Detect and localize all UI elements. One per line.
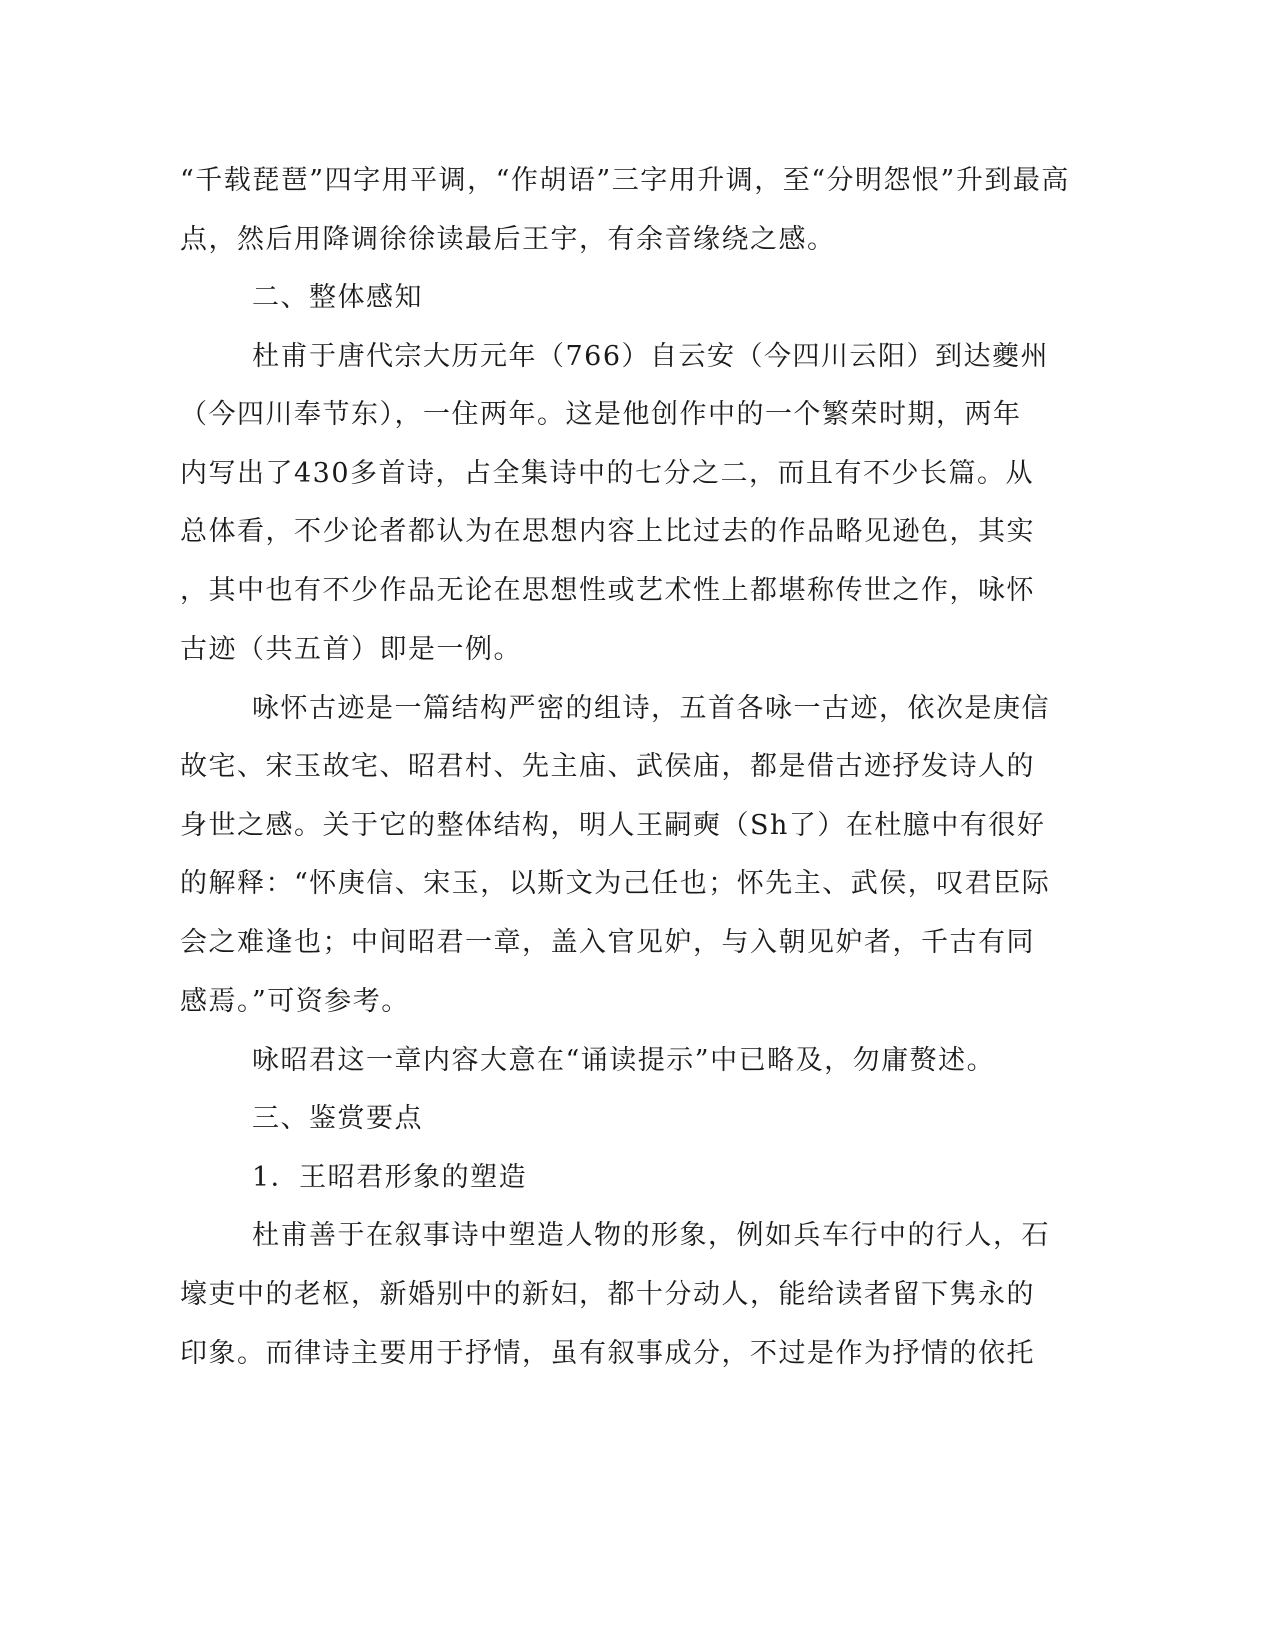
text-line: 内写出了430多首诗，占全集诗中的七分之二，而且有不少长篇。从 (180, 458, 1035, 489)
text-line: 点，然后用降调徐徐读最后王宇，有余音缘绕之感。 (180, 224, 836, 255)
text-line: 杜甫善于在叙事诗中塑造人物的形象，例如兵车行中的行人，石 (252, 1220, 1050, 1251)
text-line: 总体看，不少论者都认为在思想内容上比过去的作品略见逊色，其实 (180, 516, 1035, 547)
text-line: “千载琵琶”四字用平调，“作胡语”三字用升调，至“分明怨恨”升到最高 (180, 165, 1070, 196)
text-line: 咏怀古迹是一篇结构严密的组诗，五首各咏一古迹，依次是庚信 (252, 693, 1050, 724)
text-line: 的解释：“怀庚信、宋玉，以斯文为己任也；怀先主、武侯，叹君臣际 (180, 868, 1051, 899)
text-line: 杜甫于唐代宗大历元年（766）自云安（今四川云阳）到达夔州 (252, 341, 1050, 372)
text-line: 咏昭君这一章内容大意在“诵读提示”中已略及，勿庸赘述。 (252, 1045, 996, 1076)
subsection-heading: 1．王昭君形象的塑造 (252, 1162, 528, 1193)
text-line: 感焉。”可资参考。 (180, 986, 410, 1017)
text-line: 印象。而律诗主要用于抒情，虽有叙事成分，不过是作为抒情的依托 (180, 1338, 1035, 1369)
section-heading: 二、整体感知 (252, 282, 423, 313)
text-line: 身世之感。关于它的整体结构，明人王嗣奭（Sh了）在杜臆中有很好 (180, 810, 1046, 841)
text-line: 会之难逢也；中间昭君一章，盖入官见妒，与入朝见妒者，千古有同 (180, 927, 1035, 958)
text-line: 故宅、宋玉故宅、昭君村、先主庙、武侯庙，都是借古迹抒发诗人的 (180, 751, 1035, 782)
text-line: ，其中也有不少作品无论在思想性或艺术性上都堪称传世之作，咏怀 (180, 575, 1035, 606)
section-heading: 三、鉴赏要点 (252, 1103, 423, 1134)
text-line: 壕吏中的老枢，新婚别中的新妇，都十分动人，能给读者留下隽永的 (180, 1279, 1035, 1310)
text-line: 古迹（共五首）即是一例。 (180, 634, 522, 665)
text-line: （今四川奉节东），一住两年。这是他创作中的一个繁荣时期，两年 (180, 399, 1022, 430)
